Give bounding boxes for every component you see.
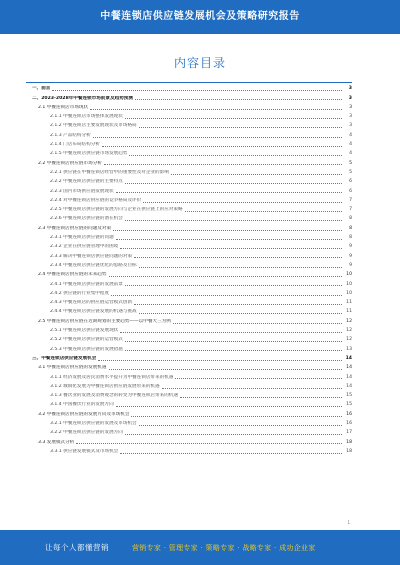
toc-entry-title: 2.1.1 中餐连锁店市场整体发展现状 (50, 114, 123, 120)
toc-leader-dots (90, 109, 342, 110)
toc-entry-title: 2.2.1 供应链在中餐连锁店经营中的重要性及对企业的影响 (50, 169, 169, 175)
toc-entry[interactable] (26, 167, 352, 176)
toc-leader-dots (139, 267, 342, 268)
toc-entry[interactable] (26, 343, 352, 352)
toc-entry-page: 15 (346, 402, 352, 408)
toc-entry-title: 2.5.1 中餐连锁店供应链发展现状 (50, 328, 119, 334)
toc-leader-dots (125, 183, 342, 184)
toc-entry-page: 6 (349, 188, 352, 194)
toc-leader-dots (135, 99, 342, 100)
report-title: 中餐连锁店供应链发展机会及策略研究报告 (100, 11, 300, 22)
table-of-contents (26, 82, 352, 455)
toc-entry-title: 3.1.4 中国餐饮行业的发展方向 (50, 402, 114, 408)
toc-entry[interactable] (26, 315, 352, 324)
toc-entry-page: 16 (346, 420, 352, 426)
toc-entry[interactable] (26, 120, 352, 129)
toc-entry-title: 3.2 中餐连锁店供应链的发展方向及市场机会 (38, 411, 130, 417)
toc-entry[interactable] (26, 325, 352, 334)
toc-entry-title: 2.2.5 中餐连锁店供应链的发展方向与企业在供应链上的应对策略 (50, 207, 183, 213)
toc-entry-page: 14 (346, 365, 352, 371)
toc-leader-dots (139, 425, 342, 426)
toc-entry[interactable] (26, 260, 352, 269)
toc-entry[interactable] (26, 176, 352, 185)
toc-entry-title: 2.4.3 中餐连锁店的供应链运营模式创新 (50, 300, 133, 306)
toc-leader-dots (102, 146, 342, 147)
toc-entry-title: 2.2 中餐连锁店供应链市场分析 (38, 160, 102, 166)
page-number: 1 (347, 520, 350, 525)
toc-entry-page: 9 (349, 253, 352, 259)
toc-entry[interactable] (26, 129, 352, 138)
toc-leader-dots (109, 276, 343, 277)
toc-entry-title: 3.3.1 供应链发展模式及市场机会 (50, 448, 119, 454)
toc-entry-page: 13 (346, 346, 352, 352)
toc-leader-dots (120, 453, 342, 454)
toc-entry-page: 3 (349, 104, 352, 110)
toc-entry-title: 2.2.2 中餐连锁店供应链的主要特点 (50, 179, 123, 185)
toc-entry-page: 18 (346, 448, 352, 454)
toc-entry[interactable] (26, 362, 352, 371)
toc-entry[interactable] (26, 232, 352, 241)
toc-entry-page: 7 (349, 207, 352, 213)
toc-entry[interactable] (26, 195, 352, 204)
toc-entry[interactable] (26, 371, 352, 380)
toc-entry-title: 2.1.2 中餐连锁店主要发展现状及市场格局 (50, 123, 137, 129)
toc-entry[interactable] (26, 222, 352, 231)
toc-entry-title: 2.4.4 中餐连锁店供应链发展的机遇与挑战 (50, 309, 137, 315)
toc-entry-page: 9 (349, 244, 352, 250)
toc-entry[interactable] (26, 92, 352, 101)
toc-entry-page: 7 (349, 197, 352, 203)
toc-entry-page: 4 (349, 151, 352, 157)
toc-entry[interactable] (26, 250, 352, 259)
toc-leader-dots (175, 378, 342, 379)
toc-entry-page: 9 (349, 262, 352, 268)
toc-entry-title: 2.2.3 国内市场供应链发展现状 (50, 188, 114, 194)
toc-entry-title: 3.1.3 餐饮业的发展及消费观念的转变为中餐连锁店带来的机遇 (50, 393, 178, 399)
toc-entry[interactable] (26, 353, 352, 362)
toc-leader-dots (125, 285, 342, 286)
toc-entry[interactable] (26, 83, 352, 92)
toc-entry-page: 8 (349, 216, 352, 222)
toc-entry-title: 2.5.3 中餐连锁店供应链的发展措施 (50, 346, 123, 352)
toc-entry-title: 2.5.2 中餐连锁店供应链的运营模式 (50, 337, 123, 343)
toc-leader-dots (113, 230, 342, 231)
toc-leader-dots (134, 257, 342, 258)
toc-entry-page: 8 (349, 225, 352, 231)
toc-entry-title: 2.5 中餐连锁店供应链在近期规划的主要趋势——以中餐大三为例 (38, 318, 171, 324)
toc-entry-page: 4 (349, 132, 352, 138)
toc-leader-dots (116, 192, 342, 193)
toc-entry-page: 4 (349, 142, 352, 148)
toc-leader-dots (162, 388, 342, 389)
footer-banner (0, 530, 400, 565)
toc-entry-page: 11 (346, 309, 352, 315)
toc-leader-dots (116, 406, 342, 407)
toc-entry[interactable] (26, 241, 352, 250)
toc-leader-dots (76, 443, 342, 444)
toc-entry-title: 2.4.1 中餐连锁店供应链的发展前景 (50, 281, 123, 287)
toc-entry-page: 12 (346, 328, 352, 334)
toc-entry[interactable] (26, 334, 352, 343)
toc-entry-page: 12 (346, 337, 352, 343)
toc-entry[interactable] (26, 427, 352, 436)
toc-leader-dots (125, 118, 342, 119)
toc-entry[interactable] (26, 381, 352, 390)
toc-entry-title: 2.4.2 供应链的行业集中程度 (50, 290, 110, 296)
toc-leader-dots (125, 434, 342, 435)
toc-entry-page: 15 (346, 393, 352, 399)
toc-entry[interactable] (26, 278, 352, 287)
toc-entry-page: 6 (349, 179, 352, 185)
toc-entry[interactable] (26, 204, 352, 213)
toc-entry-title: 2.3.2 企业在供应链管理中的困境 (50, 244, 119, 250)
footer-tagline: 营销专家 · 管理专家 · 策略专家 · 战略专家 · 成功企业家 (132, 543, 316, 552)
toc-leader-dots (171, 174, 342, 175)
toc-entry-page: 3 (349, 114, 352, 120)
toc-entry[interactable] (26, 269, 352, 278)
toc-leader-dots (173, 323, 342, 324)
toc-leader-dots (129, 155, 342, 156)
toc-entry[interactable] (26, 390, 352, 399)
report-header-banner (0, 0, 400, 34)
toc-entry[interactable] (26, 148, 352, 157)
contents-title: 内容目录 (173, 56, 226, 70)
toc-entry-page: 5 (349, 160, 352, 166)
toc-entry-page: 10 (346, 272, 352, 278)
toc-leader-dots (111, 295, 342, 296)
toc-entry[interactable] (26, 306, 352, 315)
toc-entry[interactable] (26, 446, 352, 455)
toc-leader-dots (120, 332, 342, 333)
toc-entry-title: 2.4 中餐连锁店供应链的未来趋势 (38, 272, 107, 278)
toc-entry[interactable] (26, 297, 352, 306)
toc-leader-dots (120, 248, 342, 249)
toc-entry[interactable] (26, 408, 352, 417)
toc-entry-title: 2.1.4 门店布局结构分析 (50, 142, 100, 148)
toc-entry-page: 8 (349, 235, 352, 241)
toc-entry-title: 2.2.6 中餐连锁店供应链的潜在机会 (50, 216, 123, 222)
toc-entry[interactable] (26, 436, 352, 445)
toc-entry-page: 3 (349, 123, 352, 129)
toc-entry[interactable] (26, 139, 352, 148)
toc-leader-dots (185, 211, 342, 212)
toc-leader-dots (180, 397, 342, 398)
toc-entry[interactable] (26, 157, 352, 166)
toc-entry-page: 14 (345, 355, 352, 361)
toc-entry-title: 2.3 中餐连锁店供应链的问题及对策 (38, 225, 112, 231)
toc-leader-dots (104, 164, 342, 165)
toc-entry-title: 二、2023-2028年中餐连锁市场前景及趋势预测 (32, 95, 133, 101)
toc-entry-title: 三、中餐连锁店供应链发展机会 (32, 355, 97, 361)
toc-entry-title: 2.3.3 解决中餐连锁店供应链问题的对策 (50, 253, 133, 259)
toc-entry-title: 一、前言 (32, 86, 51, 92)
toc-entry-title: 3.2.1 中餐连锁店供应链的发展及市场机会 (50, 420, 137, 426)
toc-entry[interactable] (26, 213, 352, 222)
toc-entry-title: 2.2.4 对中餐连锁店供应链的竞争格局及评价 (50, 197, 142, 203)
toc-entry[interactable] (26, 418, 352, 427)
toc-entry-page: 12 (346, 318, 352, 324)
toc-entry-page: 18 (346, 439, 352, 445)
toc-entry-title: 3.1.1 经济发展及居民消费水平提升为中餐连锁店带来的机遇 (50, 374, 174, 380)
toc-entry-title: 3.1.2 城镇化发展为中餐连锁店供应链发展带来的机遇 (50, 383, 160, 389)
toc-leader-dots (52, 90, 342, 91)
toc-entry[interactable] (26, 399, 352, 408)
toc-entry-title: 3.2.2 中餐连锁店供应链的发展方向 (50, 430, 123, 436)
toc-entry-page: 11 (346, 300, 352, 306)
toc-entry-page: 16 (346, 411, 352, 417)
toc-leader-dots (134, 304, 342, 305)
toc-entry-page: 14 (346, 374, 352, 380)
toc-leader-dots (93, 137, 342, 138)
toc-leader-dots (125, 350, 342, 351)
toc-leader-dots (125, 220, 342, 221)
toc-entry-page: 10 (346, 290, 352, 296)
toc-entry[interactable] (26, 288, 352, 297)
toc-entry-page: 3 (348, 86, 352, 92)
toc-entry-page: 14 (346, 383, 352, 389)
toc-entry[interactable] (26, 185, 352, 194)
toc-entry-title: 3.3 发展模式分析 (38, 439, 75, 445)
toc-leader-dots (109, 369, 343, 370)
toc-leader-dots (125, 341, 342, 342)
toc-entry-page: 17 (346, 430, 352, 436)
toc-entry-title: 2.1.5 中餐连锁店供应链市场发展趋势 (50, 151, 128, 157)
toc-entry-title: 3.1 中餐连锁店供应链的发展机遇 (38, 365, 107, 371)
footer-slogan: 让每个人都懂营销 (45, 543, 109, 552)
toc-entry-page: 3 (348, 95, 352, 101)
toc-entry-title: 2.1.3 产品结构分析 (50, 132, 91, 138)
toc-entry-page: 5 (349, 169, 352, 175)
toc-entry[interactable] (26, 102, 352, 111)
toc-entry[interactable] (26, 111, 352, 120)
toc-entry-title: 2.3.4 中餐连锁店供应链优化的思路及目标 (50, 262, 137, 268)
toc-leader-dots (98, 360, 342, 361)
toc-leader-dots (143, 202, 342, 203)
toc-leader-dots (139, 313, 342, 314)
toc-entry-title: 2.3.1 中餐连锁店供应链的问题 (50, 235, 114, 241)
toc-leader-dots (116, 239, 342, 240)
toc-leader-dots (139, 127, 342, 128)
toc-leader-dots (131, 416, 342, 417)
toc-entry-page: 10 (346, 281, 352, 287)
toc-entry-title: 2.1 中餐连锁店市场现状 (38, 104, 89, 110)
